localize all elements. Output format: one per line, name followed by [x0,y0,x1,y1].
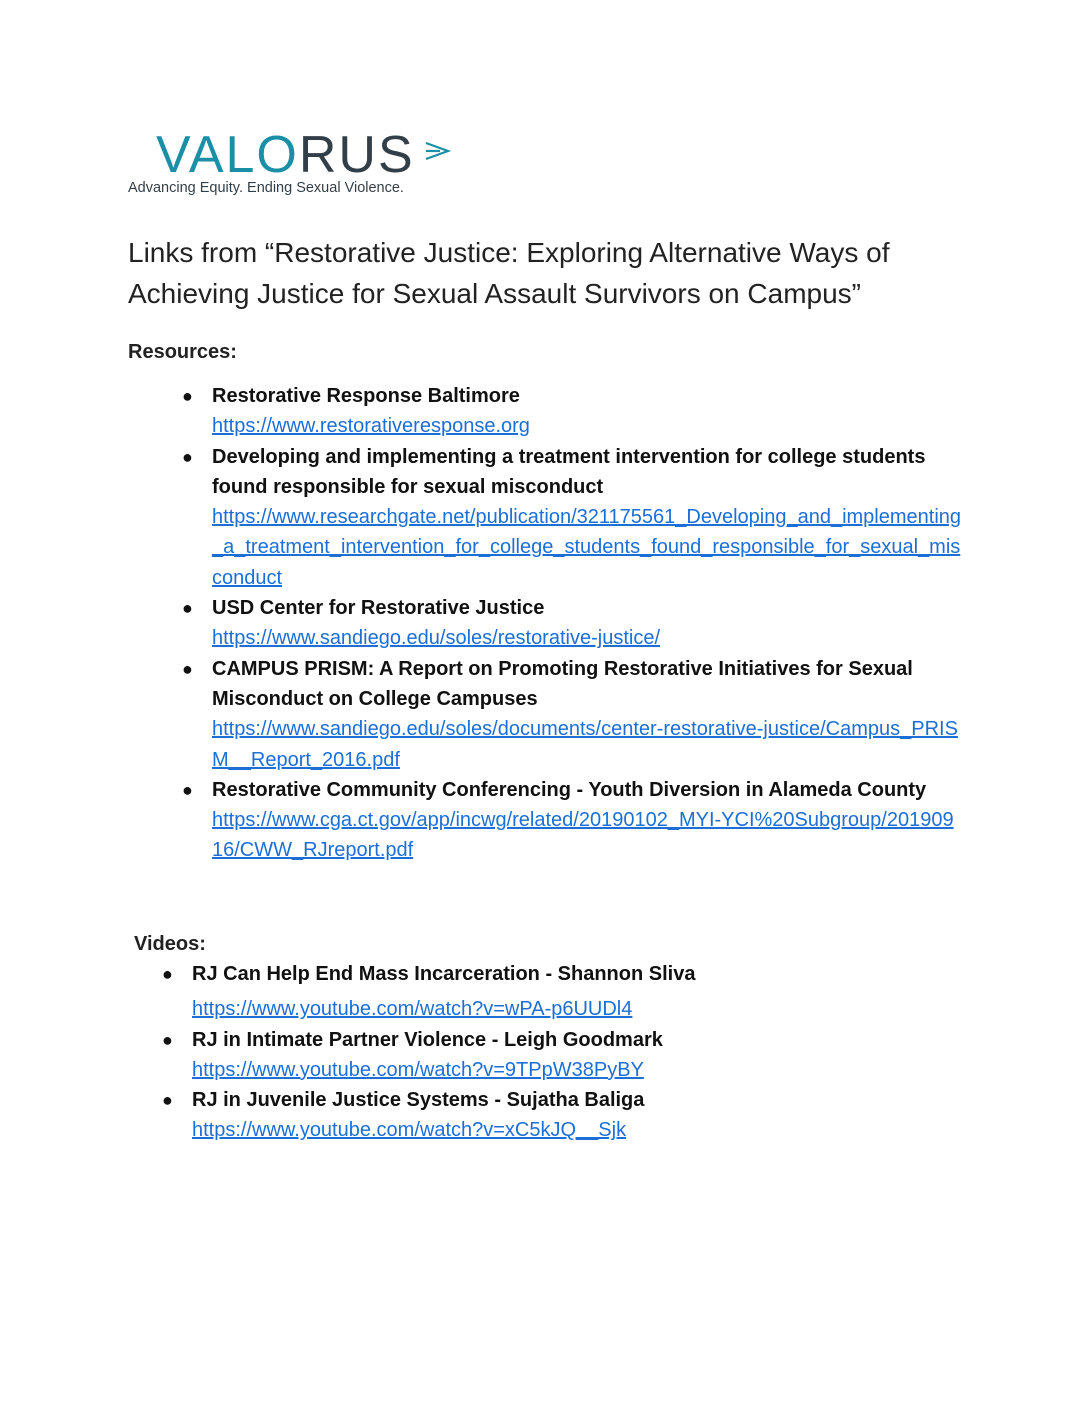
resource-link[interactable]: https://www.sandiego.edu/soles/documents/center-restorative-justice/Campus_PRISM__Report_2016.pdf [212,718,958,771]
bullet-icon: ● [182,658,193,679]
resource-title: Developing and implementing a treatment intervention for college students found responsible for sexual misconduct [212,445,926,498]
resource-title: Restorative Community Conferencing - Youth Diversion in Alameda County [212,778,927,801]
list-item [162,959,962,1025]
bullet-icon: ● [162,964,173,984]
logo-wordmark-part2: RUS [298,126,415,184]
bullet-icon: ● [182,779,193,800]
resources-heading: Resources: [128,341,237,363]
list-item [162,1085,962,1146]
resource-link[interactable]: https://www.researchgate.net/publication/321175561_Developing_and_implementing_a_treatment_intervention_for_college_students_found_responsible_for_sexual_misconduct [212,506,962,589]
valorus-logo [128,126,458,200]
videos-list [162,959,962,1146]
logo-tagline: Advancing Equity. Ending Sexual Violence. [128,180,404,196]
resource-title: CAMPUS PRISM: A Report on Promoting Restorative Initiatives for Sexual Misconduct on College Campuses [212,657,913,710]
video-title: RJ Can Help End Mass Incarceration - Shannon Sliva [192,963,696,985]
resources-list [182,381,982,866]
video-title: RJ in Intimate Partner Violence - Leigh Goodmark [192,1028,663,1051]
video-link[interactable]: https://www.youtube.com/watch?v=wPA-p6UUDl4 [192,998,633,1021]
resource-link[interactable]: https://www.restorativeresponse.org [212,415,530,438]
logo-wordmark [156,126,415,184]
resource-link[interactable]: https://www.cga.ct.gov/app/incwg/related/20190102_MYI-YCI%20Subgroup/20190916/CWW_RJreport.pdf [212,809,954,862]
chevron-right-icon [424,140,452,162]
video-title: RJ in Juvenile Justice Systems - Sujatha Baliga [192,1089,645,1112]
logo-wordmark-part1: VALO [156,126,299,184]
bullet-icon: ● [182,446,193,467]
bullet-icon: ● [182,386,193,406]
video-link[interactable]: https://www.youtube.com/watch?v=9TPpW38PyBY [192,1058,644,1081]
list-item [162,1025,962,1086]
bullet-icon: ● [162,1090,173,1111]
resource-title: USD Center for Restorative Justice [212,597,545,620]
video-link[interactable]: https://www.youtube.com/watch?v=xC5kJQ__Sjk [192,1119,627,1142]
list-item [182,654,982,775]
videos-heading: Videos: [134,933,206,955]
resource-title: Restorative Response Baltimore [212,385,520,407]
resource-link[interactable]: https://www.sandiego.edu/soles/restorative-justice/ [212,627,660,650]
bullet-icon: ● [162,1029,173,1050]
list-item [182,442,982,593]
bullet-icon: ● [182,598,193,619]
list-item [182,775,982,866]
list-item [182,381,982,442]
page-title: Links from “Restorative Justice: Exploring Alternative Ways of Achieving Justice for Sexual Assault Survivors on Campus” [128,237,890,309]
list-item [182,593,982,654]
